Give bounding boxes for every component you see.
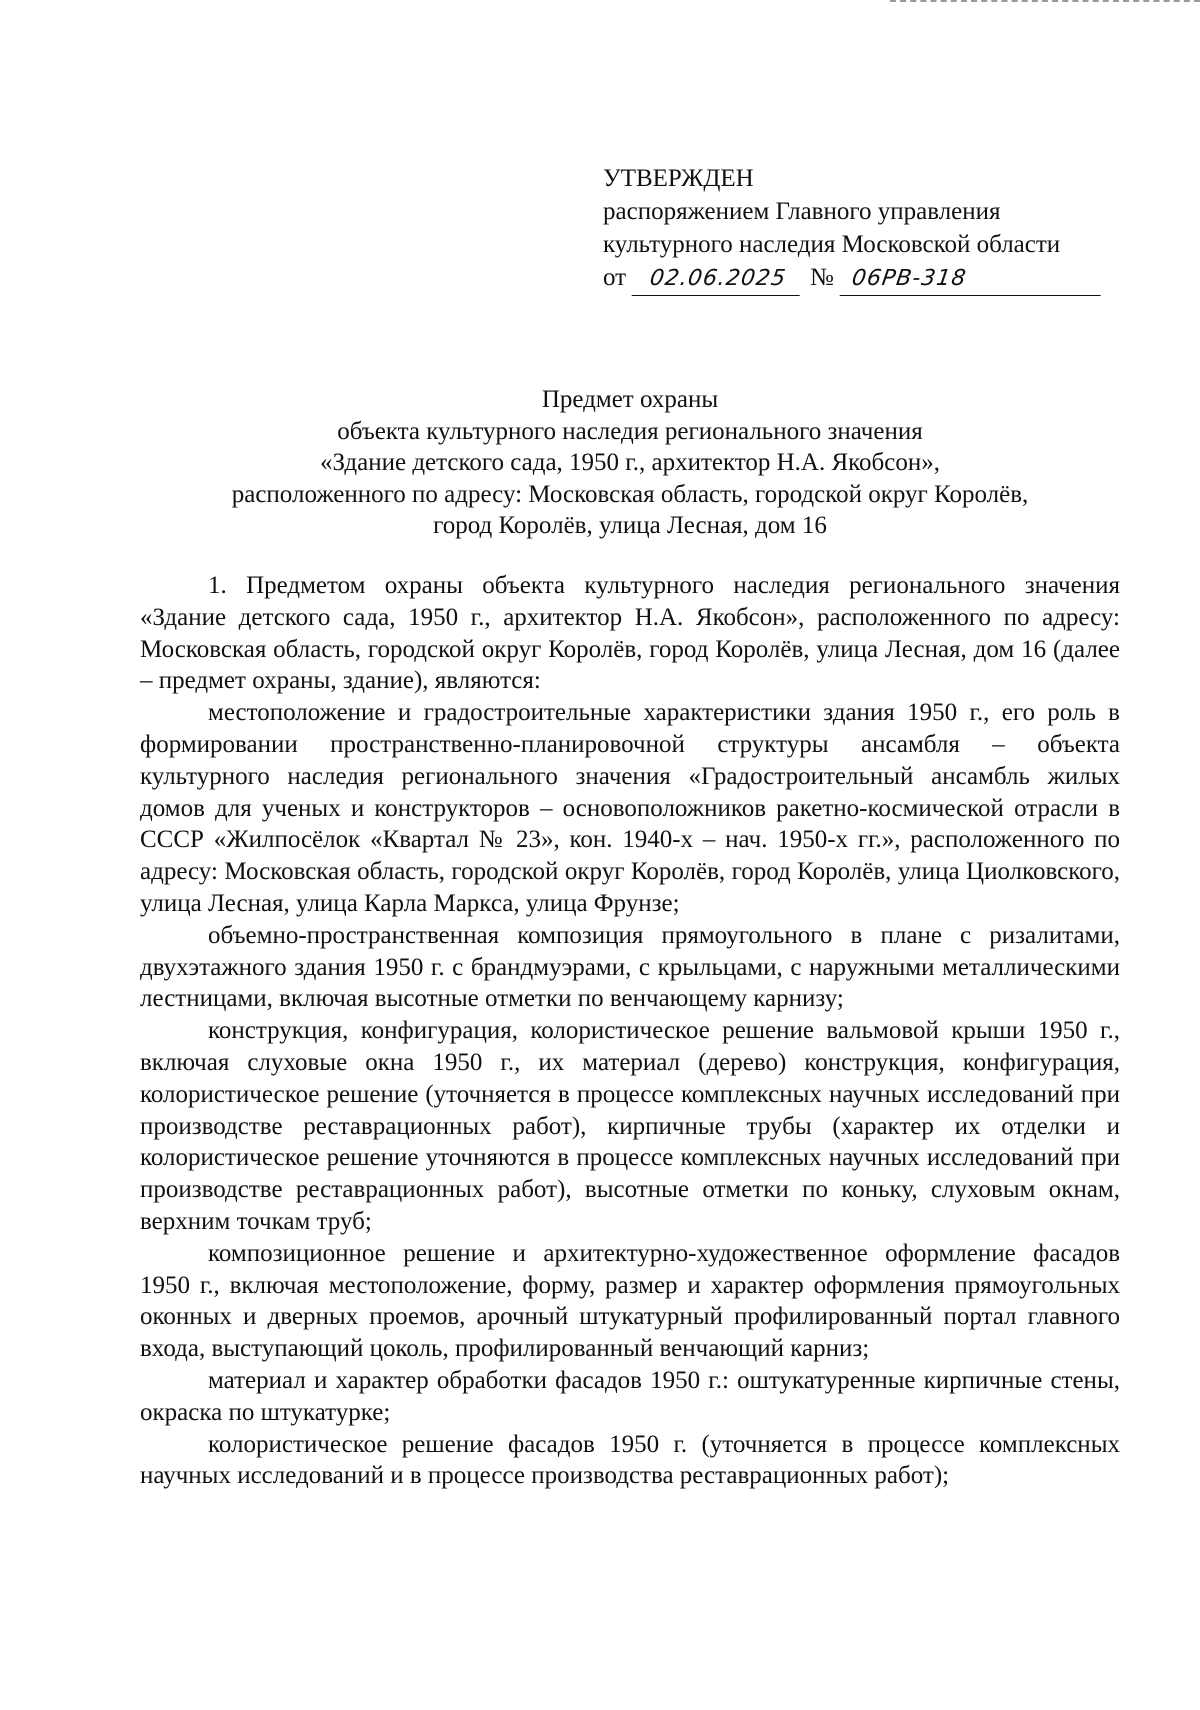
document-body <box>140 570 1120 1492</box>
paragraph-5: композиционное решение и архитектурно-художественное оформление фасадов 1950 г., включая местоположение, форму, размер и характер оформления прямоугольных оконных и дверных проемов, арочный штукатурный профилированный портал главного входа, выступающий цоколь, профилированный венчающий карниз; <box>140 1239 1120 1363</box>
approval-stamp-block <box>603 162 1103 296</box>
title-line-2: объекта культурного наследия регионального значения <box>337 417 923 445</box>
approval-date-number-line <box>603 261 1103 296</box>
from-label: от <box>603 264 627 291</box>
paragraph-1: 1. Предметом охраны объекта культурного наследия регионального значения «Здание детского сада, 1950 г., архитектор Н.А. Якобсон», расположенного по адресу: Московская область, городской округ Королёв, город Королёв, улица Лесная, дом 16 (далее – предмет охраны, здание), являются: <box>140 572 1120 695</box>
handwritten-date: 02.06.2025 <box>632 262 805 296</box>
paragraph-2: местоположение и градостроительные характеристики здания 1950 г., его роль в формировании пространственно-планировочной структуры ансамбля – объекта культурного наследия регионального значения «Градостроительный ансамбль жилых домов для ученых и конструкторов – основоположников ракетно-космической отрасли в СССР «Жилпосёлок «Квартал № 23», кон. 1940-х – нач. 1950-х гг.», расположенного по адресу: Московская область, городской округ Королёв, город Королёв, улица Циолковского, улица Лесная, улица Карла Маркса, улица Фрунзе; <box>140 699 1120 917</box>
title-line-5: город Королёв, улица Лесная, дом 16 <box>433 512 827 539</box>
scan-edge-line <box>890 0 1200 2</box>
title-line-3: «Здание детского сада, 1950 г., архитектор Н.А. Якобсон», <box>320 449 940 476</box>
title-line-4: расположенного по адресу: Московская область, городской округ Королёв, <box>231 480 1029 508</box>
paragraph-4: конструкция, конфигурация, колористическое решение вальмовой крыши 1950 г., включая слуховые окна 1950 г., их материал (дерево) конструкция, конфигурация, колористическое решение (уточняется в процессе комплексных научных исследований при производстве реставрационных работ), кирпичные трубы (характер их отделки и колористическое решение уточняются в процессе комплексных научных исследований при производстве реставрационных работ), высотные отметки по коньку, слуховым окнам, верхним точкам труб; <box>140 1017 1120 1235</box>
title-line-1: Предмет охраны <box>541 386 719 413</box>
approval-line-1: распоряжением Главного управления <box>603 198 1001 225</box>
number-label: № <box>810 264 834 291</box>
handwritten-number: 06РВ-318 <box>839 262 1105 296</box>
document-title <box>140 384 1120 542</box>
paragraph-7: колористическое решение фасадов 1950 г. (уточняется в процессе комплексных научных исследований и в процессе производства реставрационных работ); <box>140 1430 1120 1490</box>
paragraph-6: материал и характер обработки фасадов 1950 г.: оштукатуренные кирпичные стены, окраска по штукатурке; <box>140 1366 1120 1426</box>
approval-line-2: культурного наследия Московской области <box>603 231 1061 258</box>
paragraph-3: объемно-пространственная композиция прямоугольного в плане с ризалитами, двухэтажного здания 1950 г. с брандмуэрами, с крыльцами, с наружными металлическими лестницами, включая высотные отметки по венчающему карнизу; <box>140 921 1120 1013</box>
approval-heading: УТВЕРЖДЕН <box>603 165 754 192</box>
